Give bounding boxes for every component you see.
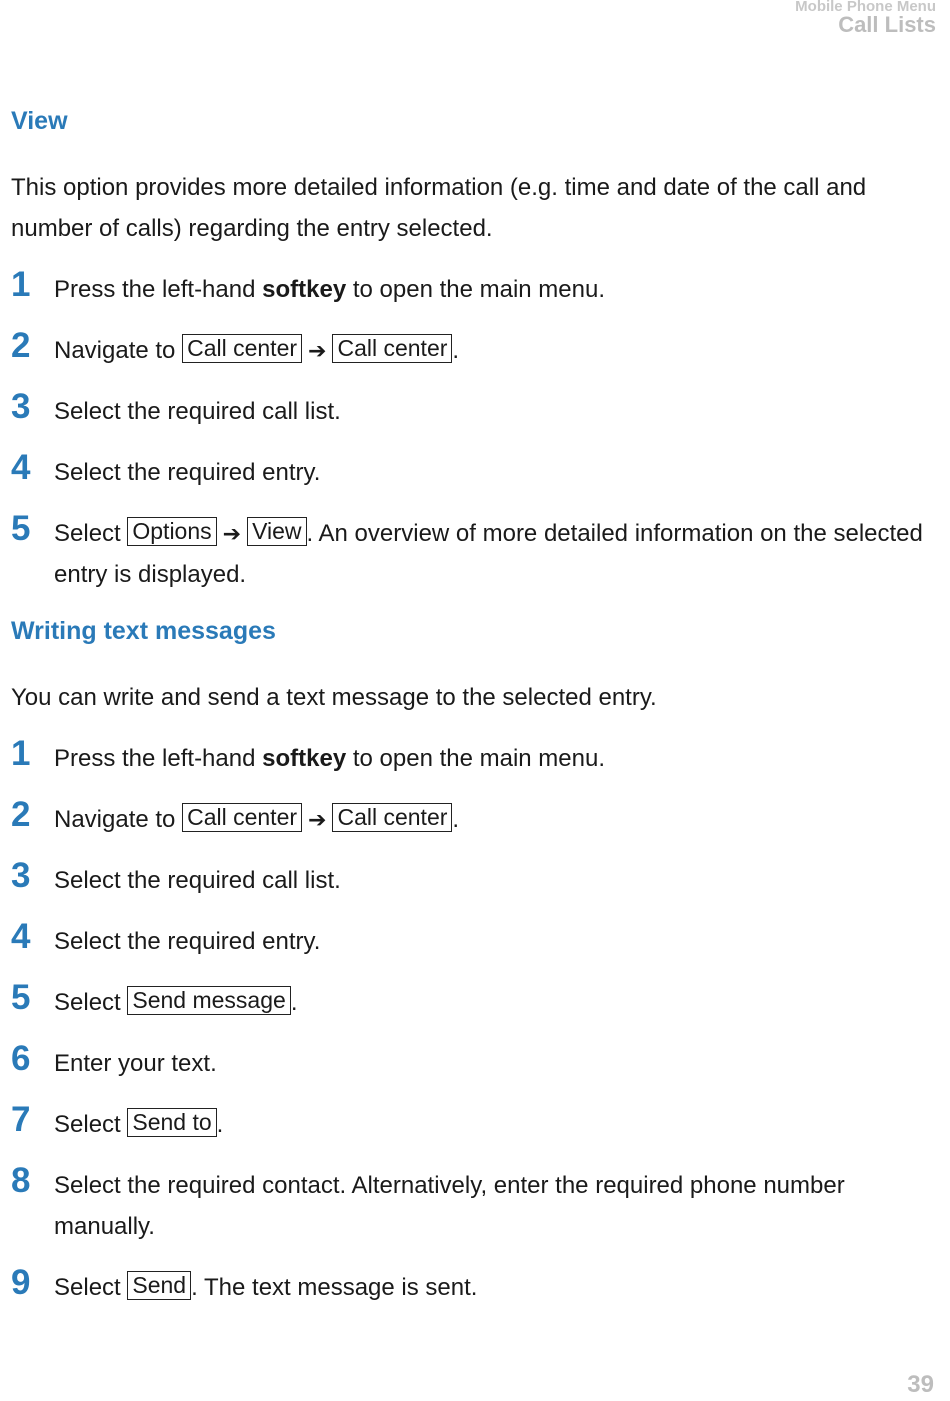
writing-step-4 [11,917,931,962]
step-text: Select [54,1274,128,1301]
step-number: 5 [11,509,31,548]
step-text: Enter your text. [54,1050,217,1077]
step-text: . The text message is sent. [191,1274,478,1301]
softkey-term: softkey [262,745,347,772]
step-text: to open the main menu. [346,745,606,772]
step-text: Select the required call list. [54,398,341,425]
view-intro: This option provides more detailed information (e.g. time and date of the call and number of calls) regarding the entry selected. [11,174,867,242]
step-number: 7 [11,1100,31,1139]
writing-step-7 [11,1100,931,1145]
chapter-title: Mobile Phone Menu [795,0,936,15]
arrow-right-icon: ➔ [222,521,242,546]
call-center-key: Call center [332,803,452,832]
step-number: 2 [11,326,31,365]
step-number: 5 [11,978,31,1017]
send-key: Send [127,1271,191,1300]
step-text: . An overview of more detailed information on the selected entry is displayed. [54,520,923,588]
step-text: to open the main menu. [346,276,606,303]
call-center-key: Call center [332,334,452,363]
view-heading: View [11,107,68,135]
view-section [11,107,931,595]
writing-heading: Writing text messages [11,617,276,645]
writing-step-6 [11,1039,931,1084]
writing-step-2 [11,795,931,840]
call-center-key: Call center [182,334,302,363]
view-step-5 [11,509,931,595]
step-text: Press the left-hand [54,745,263,772]
step-text: . [452,806,460,833]
step-number: 6 [11,1039,31,1078]
page-header [795,0,936,36]
step-text: Select [54,989,128,1016]
send-to-key: Send to [127,1108,216,1137]
view-step-1 [11,265,931,310]
step-text: Select the required contact. Alternatively, enter the required phone number manually. [54,1172,845,1240]
writing-step-8 [11,1161,931,1247]
options-key: Options [127,517,216,546]
arrow-right-icon: ➔ [308,807,327,832]
view-step-4 [11,448,931,493]
step-text: Navigate to [54,337,183,364]
arrow-right-icon: ➔ [308,338,327,363]
step-text: Select [54,520,128,547]
step-number: 4 [11,448,31,487]
step-text: . [452,337,460,364]
step-number: 1 [11,734,31,773]
step-text: . [290,989,298,1016]
step-number: 8 [11,1161,31,1200]
step-text: . [216,1111,224,1138]
step-number: 9 [11,1263,31,1302]
send-message-key: Send message [127,986,290,1015]
step-text: Select the required entry. [54,459,321,486]
view-step-2 [11,326,931,371]
step-number: 4 [11,917,31,956]
writing-intro: You can write and send a text message to the selected entry. [11,684,657,711]
page-number: 39 [907,1371,934,1398]
writing-step-1 [11,734,931,779]
step-number: 2 [11,795,31,834]
step-text: Select the required call list. [54,867,341,894]
view-key: View [247,517,306,546]
step-text: Navigate to [54,806,183,833]
step-text: Select [54,1111,128,1138]
writing-section [11,617,931,1308]
step-number: 1 [11,265,31,304]
writing-step-3 [11,856,931,901]
writing-step-5 [11,978,931,1023]
view-step-3 [11,387,931,432]
step-number: 3 [11,387,31,426]
step-number: 3 [11,856,31,895]
softkey-term: softkey [262,276,347,303]
call-center-key: Call center [182,803,302,832]
step-text: Select the required entry. [54,928,321,955]
section-title: Call Lists [838,12,936,37]
step-text: Press the left-hand [54,276,263,303]
writing-step-9 [11,1263,931,1308]
